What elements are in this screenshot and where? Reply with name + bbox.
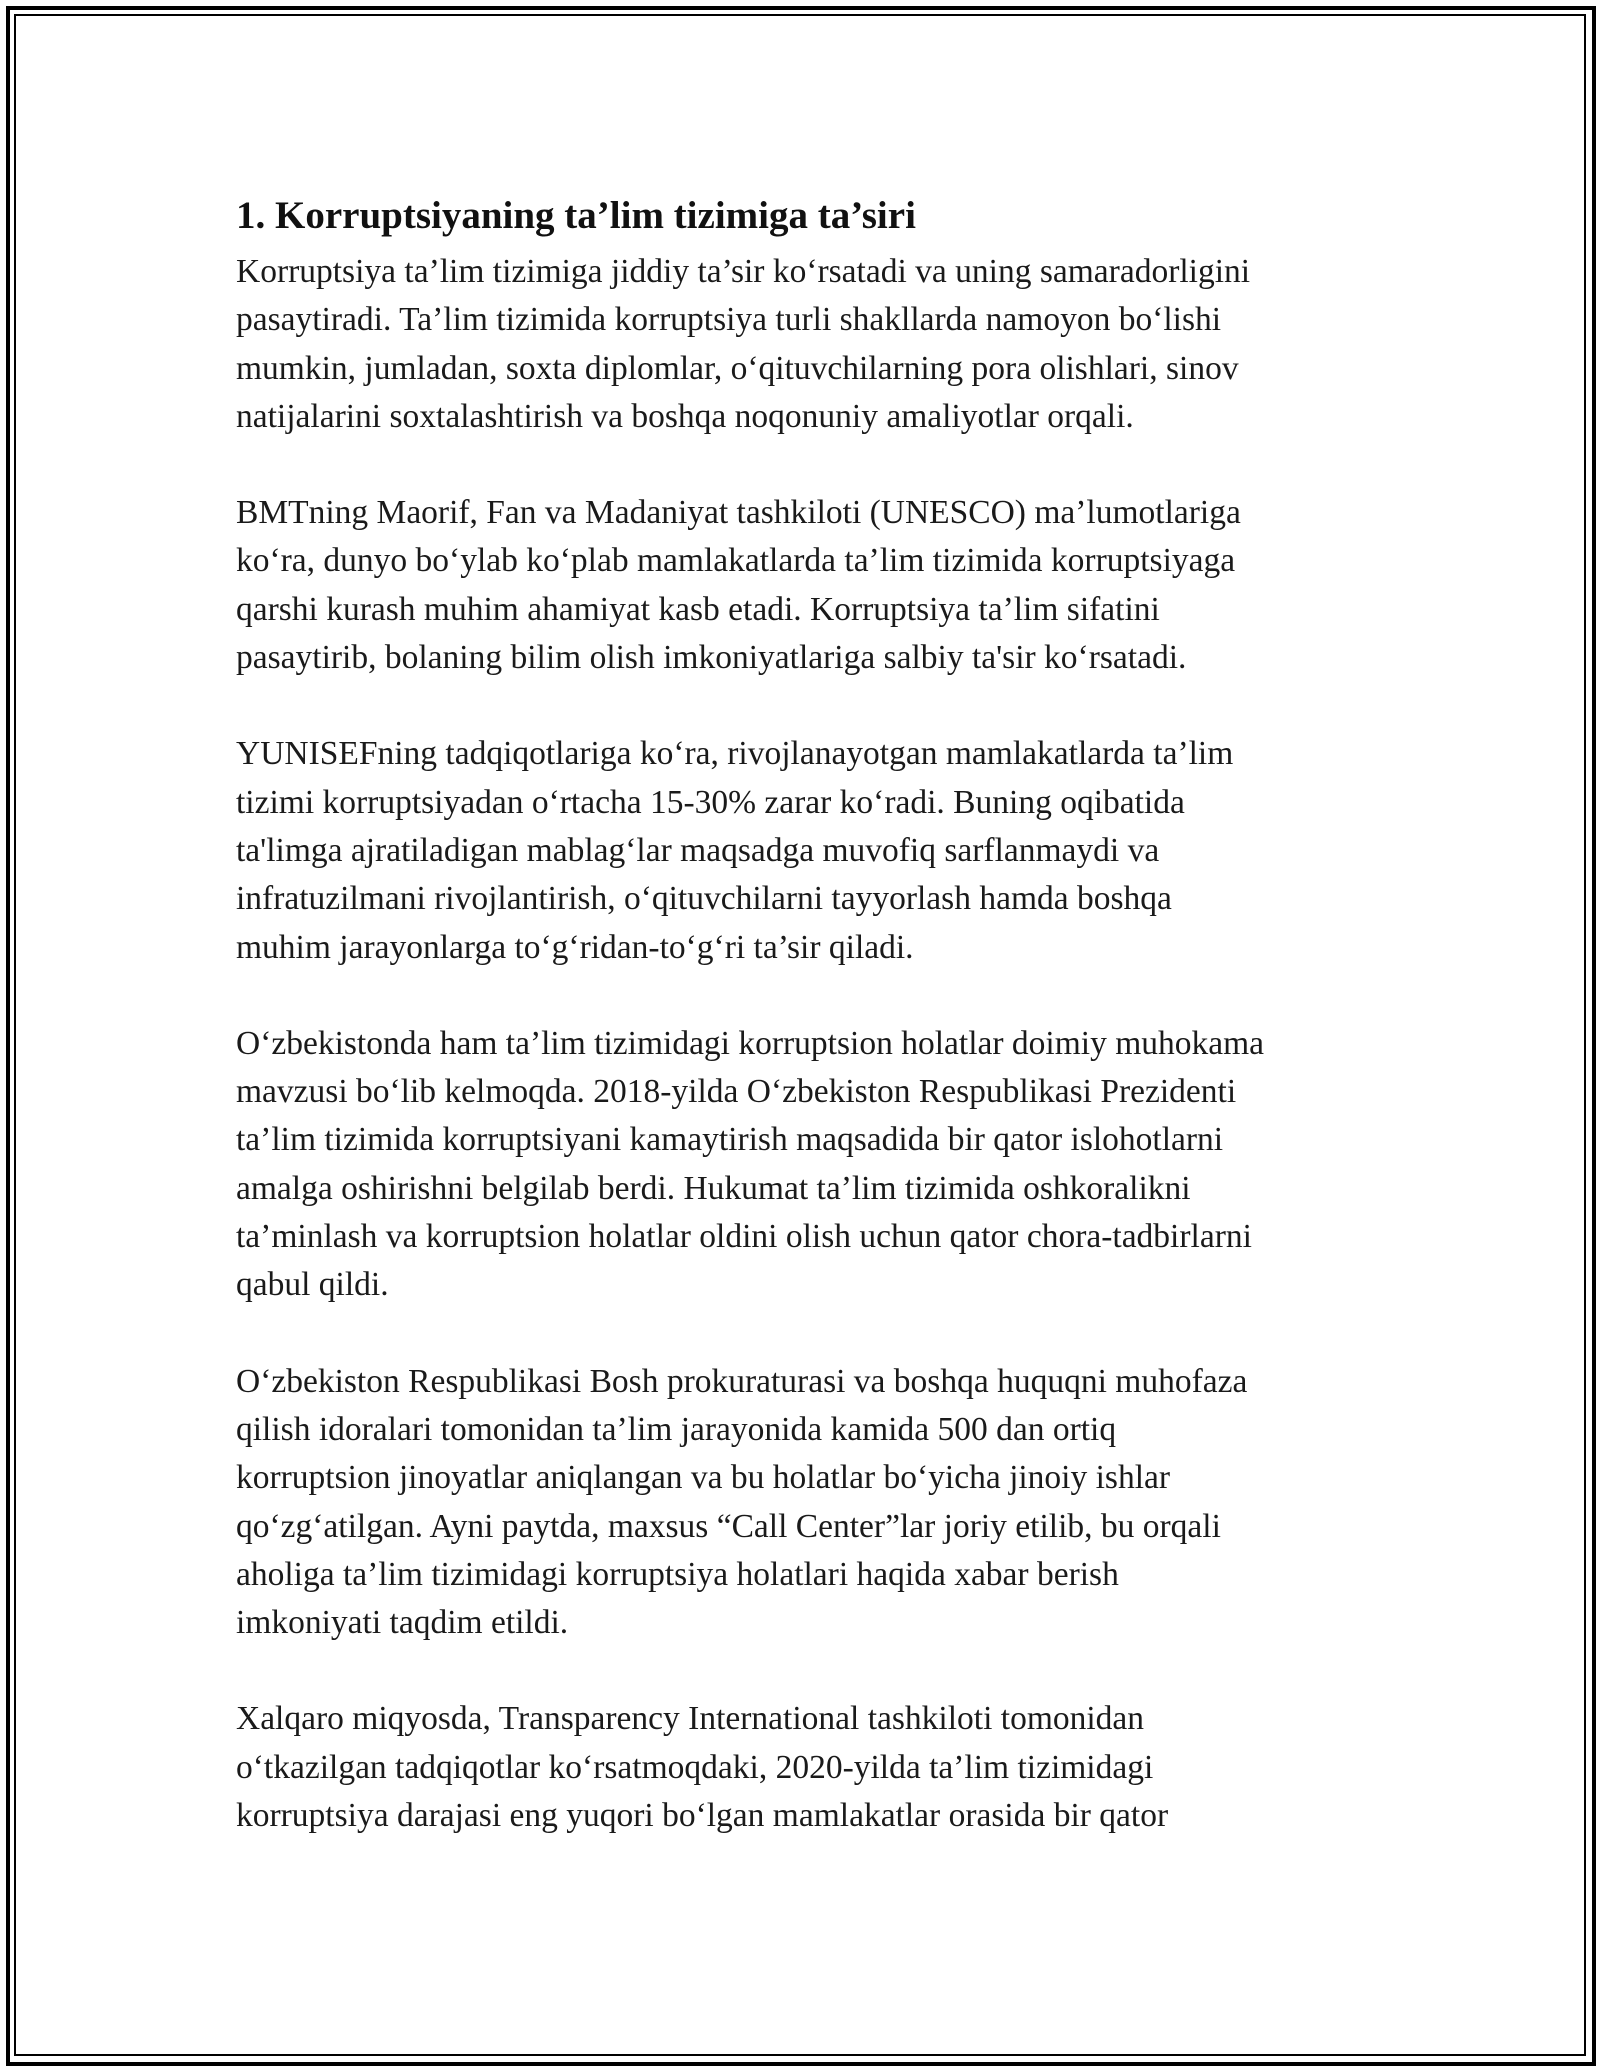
paragraph-4 bbox=[236, 1020, 1366, 1310]
text-line: ko‘ra, dunyo bo‘ylab ko‘plab mamlakatlarda ta’lim tizimida korruptsiyaga bbox=[236, 542, 1236, 580]
text-line: ta’minlash va korruptsion holatlar oldini olish uchun qator chora-tadbirlarni bbox=[236, 1218, 1252, 1256]
text-line: aholiga ta’lim tizimidagi korruptsiya holatlari haqida xabar berish bbox=[236, 1555, 1119, 1593]
text-line: imkoniyati taqdim etildi. bbox=[236, 1604, 569, 1642]
text-line: qabul qildi. bbox=[236, 1266, 389, 1304]
text-line: tizimi korruptsiyadan o‘rtacha 15-30% zarar ko‘radi. Buning oqibatida bbox=[236, 783, 1185, 821]
text-line: o‘tkazilgan tadqiqotlar ko‘rsatmoqdaki, 2020-yilda ta’lim tizimidagi bbox=[236, 1748, 1154, 1786]
text-line: O‘zbekistonda ham ta’lim tizimidagi korruptsion holatlar doimiy muhokama bbox=[236, 1024, 1265, 1062]
paragraph-3 bbox=[236, 730, 1366, 971]
text-line: infratuzilmani rivojlantirish, o‘qituvchilarni tayyorlash hamda boshqa bbox=[236, 880, 1172, 918]
text-line: YUNISEFning tadqiqotlariga ko‘ra, rivojlanayotgan mamlakatlarda ta’lim bbox=[236, 735, 1234, 773]
text-line: natijalarini soxtalashtirish va boshqa noqonuniy amaliyotlar orqali. bbox=[236, 397, 1134, 435]
text-line: Xalqaro miqyosda, Transparency International tashkiloti tomonidan bbox=[236, 1700, 1145, 1738]
text-line: qo‘zg‘atilgan. Ayni paytda, maxsus “Call Center”lar joriy etilib, bu orqali bbox=[236, 1507, 1221, 1545]
document-body bbox=[236, 186, 1366, 1888]
text-line: korruptsiya darajasi eng yuqori bo‘lgan mamlakatlar orasida bir qator bbox=[236, 1797, 1169, 1835]
text-line: amalga oshirishni belgilab berdi. Hukumat ta’lim tizimida oshkoralikni bbox=[236, 1169, 1191, 1207]
text-line: ta'limga ajratiladigan mablag‘lar maqsadga muvofiq sarflanmaydi va bbox=[236, 831, 1160, 869]
text-line: ta’lim tizimida korruptsiyani kamaytirish maqsadida bir qator islohotlarni bbox=[236, 1121, 1224, 1159]
text-line: qarshi kurash muhim ahamiyat kasb etadi. Korruptsiya ta’lim sifatini bbox=[236, 590, 1160, 628]
section-heading: 1. Korruptsiyaning ta’lim tizimiga ta’siri bbox=[236, 194, 916, 237]
paragraph-2 bbox=[236, 489, 1366, 682]
text-line: Korruptsiya ta’lim tizimiga jiddiy ta’sir ko‘rsatadi va uning samaradorligini bbox=[236, 253, 1251, 290]
text-line: muhim jarayonlarga to‘g‘ridan-to‘g‘ri ta’sir qiladi. bbox=[236, 928, 914, 966]
paragraph-6 bbox=[236, 1695, 1366, 1840]
text-line: mavzusi bo‘lib kelmoqda. 2018-yilda O‘zbekiston Respublikasi Prezidenti bbox=[236, 1073, 1237, 1111]
paragraph-5 bbox=[236, 1358, 1366, 1648]
paragraph-1 bbox=[236, 248, 1366, 441]
text-line: BMTning Maorif, Fan va Madaniyat tashkiloti (UNESCO) ma’lumotlariga bbox=[236, 494, 1241, 532]
text-line: qilish idoralari tomonidan ta’lim jarayonida kamida 500 dan ortiq bbox=[236, 1410, 1117, 1448]
text-line: korruptsion jinoyatlar aniqlangan va bu holatlar bo‘yicha jinoiy ishlar bbox=[236, 1459, 1171, 1497]
text-line: pasaytirib, bolaning bilim olish imkoniyatlariga salbiy ta'sir ko‘rsatadi. bbox=[236, 639, 1187, 677]
text-line: pasaytiradi. Ta’lim tizimida korruptsiya turli shakllarda namoyon bo‘lishi bbox=[236, 301, 1222, 339]
text-line: mumkin, jumladan, soxta diplomlar, o‘qituvchilarning pora olishlari, sinov bbox=[236, 349, 1239, 387]
text-line: O‘zbekiston Respublikasi Bosh prokuraturasi va boshqa huquqni muhofaza bbox=[236, 1362, 1248, 1400]
